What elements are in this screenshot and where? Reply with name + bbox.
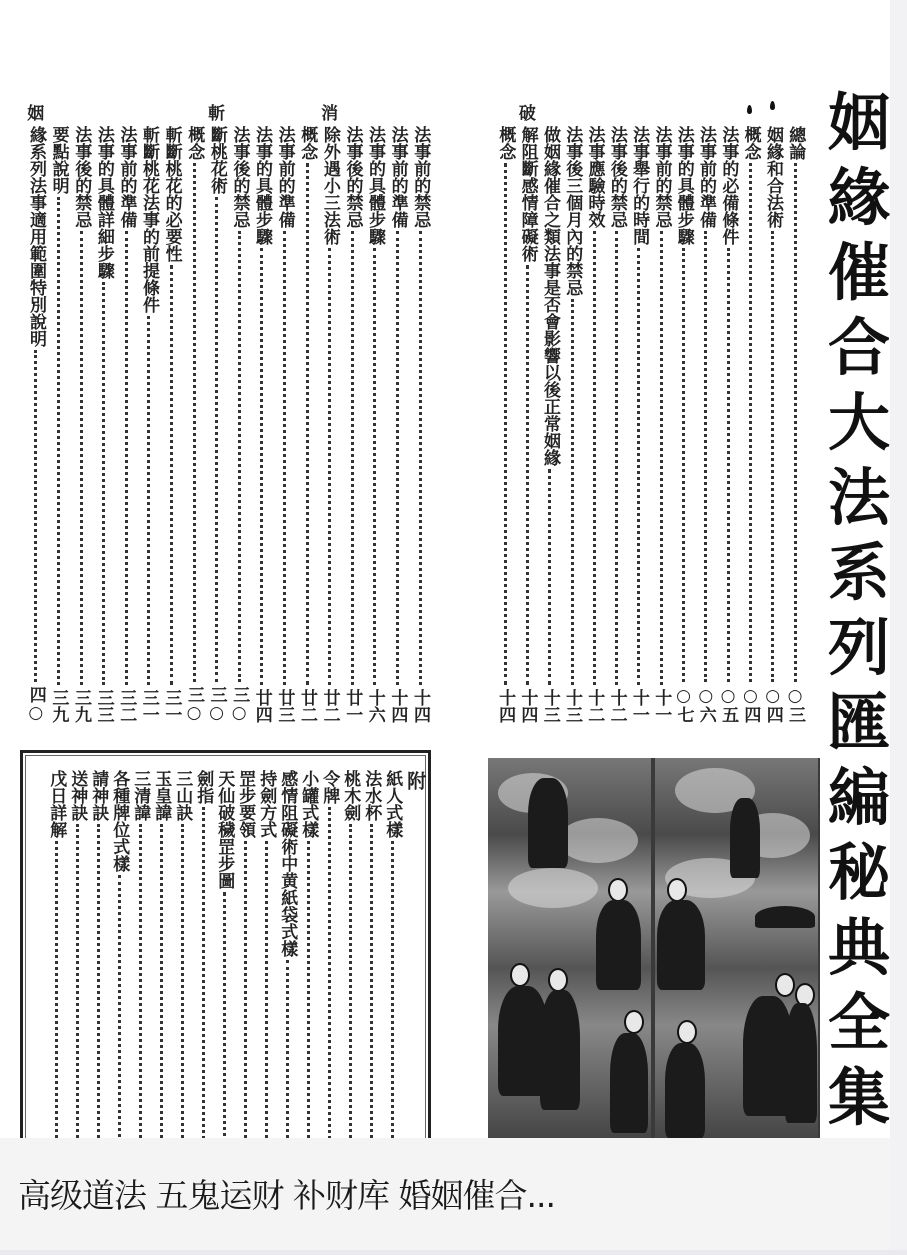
appendix-entry-title: 三山訣 bbox=[172, 770, 193, 821]
leader-dots bbox=[34, 350, 37, 683]
leader-dots bbox=[794, 163, 797, 683]
toc-entry-page: 三九 bbox=[71, 689, 91, 723]
toc-entry-page: 廿四 bbox=[251, 689, 272, 723]
appendix-entry-title: 戊日詳解 bbox=[46, 770, 67, 838]
toc-entry-title: 法事前的準備 bbox=[387, 125, 408, 228]
toc-entry-header-char: 姻 bbox=[27, 104, 45, 124]
appendix-entry bbox=[150, 770, 172, 1165]
leader-dots bbox=[265, 841, 268, 1144]
appendix-entry bbox=[66, 770, 88, 1165]
leader-dots bbox=[749, 163, 752, 683]
leader-dots bbox=[396, 231, 399, 686]
toc-entry bbox=[93, 103, 115, 723]
toc-entry bbox=[386, 103, 408, 723]
toc-entry bbox=[628, 103, 650, 723]
appendix-entry-title: 持劍方式 bbox=[256, 770, 277, 838]
toc-entry-title: 斬斷桃花法事的前提條件 bbox=[139, 125, 160, 313]
toc-entry-page: 十二 bbox=[606, 689, 627, 723]
leader-dots bbox=[504, 163, 507, 686]
toc-entry-title: 法事舉行的時間 bbox=[629, 125, 650, 245]
toc-entry-page: 三○ bbox=[206, 686, 227, 723]
toc-entry bbox=[695, 103, 717, 723]
toc-entry-page: 三九 bbox=[48, 689, 69, 723]
bottom-divider bbox=[0, 1250, 907, 1255]
leader-dots bbox=[283, 231, 286, 686]
title-char: 姻 bbox=[827, 86, 890, 159]
toc-entry-title: 姻緣和合法術 bbox=[762, 125, 783, 228]
toc-entry-title: 法事前的準備 bbox=[116, 125, 137, 228]
toc-entry-title: 做姻緣催合之類法事是否會影響以後正常姻緣 bbox=[539, 125, 560, 466]
appendix-entry-title: 桃木劍 bbox=[340, 770, 361, 821]
leader-dots bbox=[548, 469, 551, 686]
leader-dots bbox=[704, 231, 707, 683]
appendix-entry-title: 令牌 bbox=[319, 770, 340, 804]
toc-entry-page: 三三 bbox=[93, 689, 114, 723]
toc-entry bbox=[47, 103, 69, 723]
appendix-entry-title: 小罐式樣 bbox=[298, 770, 319, 838]
title-char: 集 bbox=[827, 1061, 890, 1134]
leader-dots bbox=[373, 248, 376, 686]
title-char: 秘 bbox=[827, 836, 890, 909]
leader-dots bbox=[349, 824, 352, 1144]
leader-dots bbox=[57, 197, 60, 686]
leader-dots bbox=[307, 841, 310, 1144]
appendix-entry bbox=[360, 770, 382, 1165]
toc-entry-page: 十六 bbox=[364, 689, 385, 723]
toc-entry bbox=[409, 103, 431, 723]
title-char: 編 bbox=[827, 761, 890, 834]
appendix-entry-title: 劍指 bbox=[193, 770, 214, 804]
leader-dots bbox=[328, 807, 331, 1144]
book-title bbox=[826, 85, 892, 1135]
toc-entry-page: 十三 bbox=[562, 689, 582, 723]
leader-dots bbox=[244, 841, 247, 1144]
appendix-entry bbox=[87, 770, 109, 1165]
toc-entry bbox=[561, 103, 583, 723]
toc-entry bbox=[296, 103, 318, 723]
appendix-header bbox=[404, 771, 426, 811]
toc-entry-title: 法事的必備條件 bbox=[718, 125, 739, 245]
toc-entry bbox=[516, 103, 538, 723]
leader-dots bbox=[76, 824, 79, 1144]
toc-entry-title: 法事前的準備 bbox=[274, 125, 295, 228]
toc-entry-page: 三一 bbox=[138, 689, 159, 723]
toc-entry-title: 法事的具體步驟 bbox=[365, 125, 386, 245]
toc-entry-title: 法事後的禁忌 bbox=[606, 125, 627, 228]
toc-entry bbox=[273, 103, 295, 723]
toc-entry-title: 概念 bbox=[184, 125, 205, 160]
appendix-entry-title: 送神訣 bbox=[67, 770, 88, 821]
appendix-entry bbox=[318, 770, 340, 1165]
appendix-entry-title: 各種牌位式樣 bbox=[109, 770, 130, 872]
illustration-left-panel bbox=[488, 758, 651, 1140]
toc-entry bbox=[539, 103, 561, 723]
title-char: 合 bbox=[827, 311, 890, 384]
toc-entry-page: 十四 bbox=[495, 689, 516, 723]
toc-entry bbox=[138, 103, 160, 723]
leader-dots bbox=[682, 248, 685, 683]
toc-entry-title: 法事後的禁忌 bbox=[229, 125, 250, 228]
leader-dots bbox=[202, 807, 205, 1144]
appendix-entry bbox=[234, 770, 256, 1165]
toc-entry-title: 法事應驗時效 bbox=[584, 125, 605, 228]
toc-entry-page: ○六 bbox=[695, 686, 716, 723]
leader-dots bbox=[139, 824, 142, 1144]
appendix-entry bbox=[297, 770, 319, 1165]
appendix-entry-title: 請神訣 bbox=[88, 770, 109, 821]
leader-dots bbox=[306, 163, 309, 686]
leader-dots bbox=[637, 248, 640, 686]
toc-entry-title: 除外遇小三法術 bbox=[319, 125, 340, 245]
appendix-header-text: 附 bbox=[404, 771, 427, 790]
title-char: 典 bbox=[827, 911, 890, 984]
toc-entry-title: 法事後的禁忌 bbox=[342, 125, 363, 228]
leader-dots bbox=[571, 299, 574, 686]
toc-entry-page: 十三 bbox=[539, 689, 560, 723]
appendix-entry-title: 天仙破穢罡步圖 bbox=[214, 770, 235, 889]
leader-dots bbox=[223, 892, 226, 1144]
appendix-entry bbox=[339, 770, 361, 1165]
appendix-entry bbox=[171, 770, 193, 1165]
leader-dots bbox=[660, 231, 663, 686]
toc-entry-page: 三○ bbox=[229, 686, 250, 723]
leader-dots bbox=[97, 824, 100, 1144]
toc-entry bbox=[341, 103, 363, 723]
appendix-entry-title: 法水杯 bbox=[361, 770, 382, 821]
toc-entry-title: 法事後的禁忌 bbox=[71, 125, 92, 228]
leader-dots bbox=[118, 875, 121, 1144]
toc-entry-page: 十二 bbox=[584, 689, 605, 723]
leader-dots bbox=[160, 824, 163, 1144]
toc-entry-page: 十四 bbox=[410, 689, 430, 723]
toc-entry-title: 斷桃花術 bbox=[206, 125, 227, 194]
leader-dots bbox=[170, 265, 173, 686]
appendix-entry bbox=[45, 770, 67, 1165]
appendix-entry bbox=[255, 770, 277, 1165]
leader-dots bbox=[181, 824, 184, 1144]
toc-entry bbox=[364, 103, 386, 723]
toc-entry-title: 解阻斷感情障礙術 bbox=[517, 125, 538, 262]
appendix-box bbox=[20, 750, 431, 1150]
leader-dots bbox=[526, 265, 529, 686]
toc-entry-page: ○七 bbox=[673, 686, 694, 723]
toc-entry-page: 十四 bbox=[517, 689, 538, 723]
toc-entry-page: 廿一 bbox=[342, 689, 363, 723]
toc-entry-page: ○四 bbox=[762, 686, 783, 723]
caption-title[interactable]: 高级道法 五鬼运财 补财库 婚姻催合... bbox=[18, 1176, 555, 1215]
leader-dots bbox=[55, 841, 58, 1144]
toc-entry-page: 三二 bbox=[116, 689, 137, 723]
toc-entry-title: 概念 bbox=[297, 125, 318, 160]
toc-entry-page: 十一 bbox=[628, 689, 649, 723]
toc-entry-title: 要點說明 bbox=[48, 125, 69, 194]
title-char: 全 bbox=[827, 986, 890, 1059]
illustration-woodblock bbox=[488, 758, 820, 1140]
toc-entry-title: 斬斷桃花的必要性 bbox=[161, 125, 182, 262]
leader-dots bbox=[727, 248, 730, 683]
toc-entry bbox=[25, 103, 47, 723]
leader-dots bbox=[370, 824, 373, 1144]
toc-entry-title: 法事前的禁忌 bbox=[410, 125, 431, 228]
leader-dots bbox=[238, 231, 241, 683]
toc-entry bbox=[583, 103, 605, 723]
appendix-entry bbox=[213, 770, 235, 1165]
leader-dots bbox=[328, 248, 331, 686]
appendix-entry bbox=[192, 770, 214, 1165]
leader-dots bbox=[125, 231, 128, 686]
toc-entry-title: 法事前的禁忌 bbox=[651, 125, 672, 228]
toc-entry bbox=[784, 103, 806, 723]
toc-entry-page: 廿二 bbox=[297, 689, 317, 723]
toc-entry bbox=[717, 103, 739, 723]
toc-entry-page: ○三 bbox=[785, 686, 805, 723]
leader-dots bbox=[193, 163, 196, 683]
toc-entry-header-char: 斬 bbox=[208, 104, 226, 124]
toc-entry-title: 法事後三個月內的禁忌 bbox=[562, 125, 583, 296]
leader-dots bbox=[80, 231, 83, 686]
leader-dots bbox=[593, 231, 596, 686]
toc-entry-page: 三一 bbox=[161, 689, 182, 723]
leader-dots bbox=[419, 231, 422, 686]
toc-entry bbox=[206, 103, 228, 723]
toc-entry bbox=[762, 103, 784, 723]
toc-entry-page: 十一 bbox=[651, 689, 672, 723]
toc-entry-page: 廿二 bbox=[319, 689, 340, 723]
appendix-entry bbox=[381, 770, 403, 1165]
title-char: 緣 bbox=[827, 161, 890, 234]
toc-entry bbox=[228, 103, 250, 723]
toc-entry bbox=[251, 103, 273, 723]
toc-entry-page: 三○ bbox=[184, 686, 204, 723]
leader-dots bbox=[147, 316, 150, 686]
toc-entry-title: 法事前的準備 bbox=[696, 125, 717, 228]
title-char: 列 bbox=[827, 611, 890, 684]
leader-dots bbox=[102, 282, 105, 686]
appendix-entry-title: 紙人式樣 bbox=[382, 770, 403, 838]
toc-entry-header-char: 消 bbox=[321, 104, 339, 124]
title-char: 系 bbox=[827, 536, 890, 609]
title-char: 大 bbox=[827, 386, 890, 459]
toc-entry-page: ○四 bbox=[740, 686, 761, 723]
toc-entry-page: 四○ bbox=[25, 686, 46, 723]
toc-entry bbox=[673, 103, 695, 723]
toc-entry bbox=[115, 103, 137, 723]
leader-dots bbox=[615, 231, 618, 686]
toc-entry-title: 概念 bbox=[495, 125, 516, 160]
title-char: 催 bbox=[827, 236, 890, 309]
title-char: 匯 bbox=[827, 686, 890, 759]
leader-dots bbox=[286, 960, 289, 1144]
toc-entry bbox=[606, 103, 628, 723]
leader-dots bbox=[771, 231, 774, 683]
leader-dots bbox=[260, 248, 263, 686]
leader-dots bbox=[391, 841, 394, 1144]
toc-entry bbox=[494, 103, 516, 723]
toc-entry bbox=[183, 103, 205, 723]
appendix-entry bbox=[108, 770, 130, 1165]
toc-entry bbox=[160, 103, 182, 723]
toc-entry-title: 總論 bbox=[785, 125, 806, 160]
toc-entry bbox=[739, 103, 761, 723]
toc-entry-title: 法事的具體步驟 bbox=[673, 125, 694, 245]
appendix-entry-title: 玉皇諱 bbox=[151, 770, 172, 821]
toc-entry bbox=[650, 103, 672, 723]
toc-entry-title: 法事的具體步驟 bbox=[252, 125, 273, 245]
caption-bar[interactable] bbox=[0, 1138, 890, 1250]
toc-entry-header-char: 破 bbox=[518, 104, 536, 124]
toc-entry-title: 緣系列法事適用範圍特別說明 bbox=[26, 125, 47, 347]
leader-dots bbox=[215, 197, 218, 683]
toc-entry-page: 廿三 bbox=[274, 689, 295, 723]
toc-entry-title: 法事的具體詳細步驟 bbox=[93, 125, 114, 279]
appendix-entry bbox=[129, 770, 151, 1165]
toc-entry-page: ○五 bbox=[718, 686, 739, 723]
appendix-entry bbox=[276, 770, 298, 1165]
toc-entry-title: 概念 bbox=[740, 125, 761, 160]
illustration-right-panel bbox=[655, 758, 818, 1140]
right-edge-strip bbox=[890, 0, 907, 1255]
leader-dots bbox=[351, 231, 354, 686]
toc-entry-page: 十四 bbox=[387, 689, 408, 723]
title-char: 法 bbox=[827, 461, 890, 534]
toc-entry bbox=[319, 103, 341, 723]
toc-entry bbox=[70, 103, 92, 723]
appendix-entry-title: 三清諱 bbox=[130, 770, 151, 821]
appendix-entry-title: 感情阻礙術中黄紙袋式樣 bbox=[277, 770, 298, 957]
appendix-entry-title: 罡步要領 bbox=[235, 770, 256, 838]
